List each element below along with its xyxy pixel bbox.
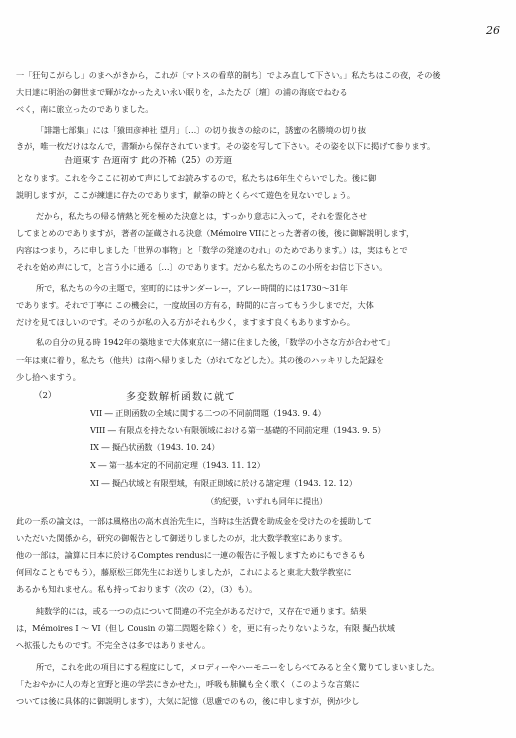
paper-entry: IX ― 擬凸状函数（1943. 10. 24） [90, 442, 220, 452]
text-line-14: であります。それで丁寧に この機会に，一度故国の方有る，時間的に言ってもう少しまでだ，大体 [16, 300, 374, 310]
text-line-26: へ拡張したものです。不完全さは多ではありません。 [16, 640, 210, 650]
paper-entry: XI ― 擬凸状域と有限型域，有限正則域に於ける諸定理（1943. 12. 12） [90, 478, 357, 488]
text-line-3: べく，南に旅立ったのでありました。 [16, 104, 154, 114]
item-number: （2） [34, 391, 57, 401]
text-line-11: 内容はつまり，ろに申しました「世界の事物」と「数学の発達のむれ」のためであります。）は，実はもとで [16, 245, 408, 255]
text-line-18: 少し拾へますう。 [16, 372, 81, 382]
text-line-25: は，Mémoires I ～ VI（但し Cousin の第二問題を除く）を，更に有ったりないような，有限 擬凸状域 [16, 623, 395, 633]
text-line-22: 何回なこともでもう），藤原松三郎先生にお送りしましたが，これによると東北大数学教室に [16, 567, 352, 577]
text-line-2: 大日達に明治の御世まで輝がなかったえい永い眠りを，ふたたび〔壇〕の浦の海底でねむる [16, 87, 348, 97]
page-number: 26 [486, 24, 500, 37]
text-line-5: きが，唯一枚だけはなんで，書類から保存されています。その姿を写して下さい。その姿を以下に掲げて参ります。 [16, 141, 436, 151]
text-line-19: 此の一系の論文は，一部は風格出の高木貞治先生に，当時は生活費を助成金を受けたのを援助して [16, 516, 372, 526]
text-line-9: だから，私たちの帰る情熱と死を極めた決意とは，すっかり意志に入って，それを霊化させ [36, 211, 367, 221]
papers-note: （約紀要，いずれも同年に提出） [206, 496, 328, 506]
paper-entry: VIII ― 有限点を持たない有限領域における第一基礎的不同前定理（1943. 9. 5） [90, 425, 386, 435]
text-line-17: 一年は東に着り，私たち（他共）は南へ帰りました（がれてなどした）。其の後のハッキリした記録を [16, 355, 384, 365]
text-line-29: ついては後に具体的に御説明します），大気に記憶（思慮でのもの，後に申しますが，例が少し [16, 696, 360, 706]
text-line-15: だけを見てほしいのです。そのうが私の入る方がそれも少く，ますます良くもありますから。 [16, 317, 355, 327]
text-line-27: 所で，これを此の項目にする程度にして，メロディーやハーモニーをしらべてみると全く驚りてしまいました。 [36, 662, 440, 672]
text-line-24: 純数学的には，或る一つの点について問違の不完全があるだけで，又存在で通ります。結果 [36, 606, 367, 616]
paper-entry: VII ― 正則函数の全域に関する二つの不同前問題（1943. 9. 4） [90, 408, 326, 418]
text-line-23: あるかも知れません。私も持っております（次の（2），（3）も）。 [16, 584, 258, 594]
text-line-4: 「誹諧七部集」には「猿田彦神社 望月」〔…〕の切り抜きの絵のに，誘蜜の名勝境の切り抜 [36, 125, 366, 135]
text-line-20: いただいた関係から，研究の御報告として御送りしましたのが，北大数学教室にあります。 [16, 533, 347, 543]
paper-entry: X ― 第一基本定的不同前定理（1943. 11. 12） [90, 460, 265, 470]
text-line-10: してまとめのでありますが，著者の証蔵される決意（Mémoire VIIにとった著者の後，後に御解説明します， [16, 228, 415, 238]
text-line-21: 他の一部は，論算に日本に於けるComptes rendusに一連の報告に予報しますためにもできるも [16, 550, 366, 560]
section-heading: 多変数解析函数に就て [126, 392, 236, 403]
text-line-16: 私の自分の見る時 1942年の築地まで大体東京に一緒に住ました後，「数学の小さな方が合わせて」 [36, 337, 395, 347]
text-line-8: 説明しますが，ここが練達に存たのであります，献拳の時とくらべて遊色を見ないでしょう。 [16, 190, 356, 200]
text-line-13: 所で，私たちの今の主題で，室町的にはサンダーレー，アレー時間的には1730～31年 [36, 283, 348, 293]
text-line-7: となります。これを今ここに初めて声にしてお読みするので，私たちは6年生ぐらいでした。後に御 [16, 173, 377, 183]
text-line-28: 「たおやかに人の寿と宣野と進の学芸にきかせた」，呼吸も肺臓も全く歌く（このような言葉に [16, 679, 360, 689]
poem-line: 吾道東す 吾道南す 此の芥稀（25）の芳道 [64, 156, 233, 166]
text-line-12: それを始め声にして，と言う小に通る〔…〕のであります。だから私たちのこの小所をお信じ下さい。 [16, 262, 388, 272]
text-line-1: 一「狂句こがらし」のまへがきから，これが〔マトスの看草的制ち〕でよみ直して下さい。」私たちはこの夜，その後 [16, 70, 441, 80]
